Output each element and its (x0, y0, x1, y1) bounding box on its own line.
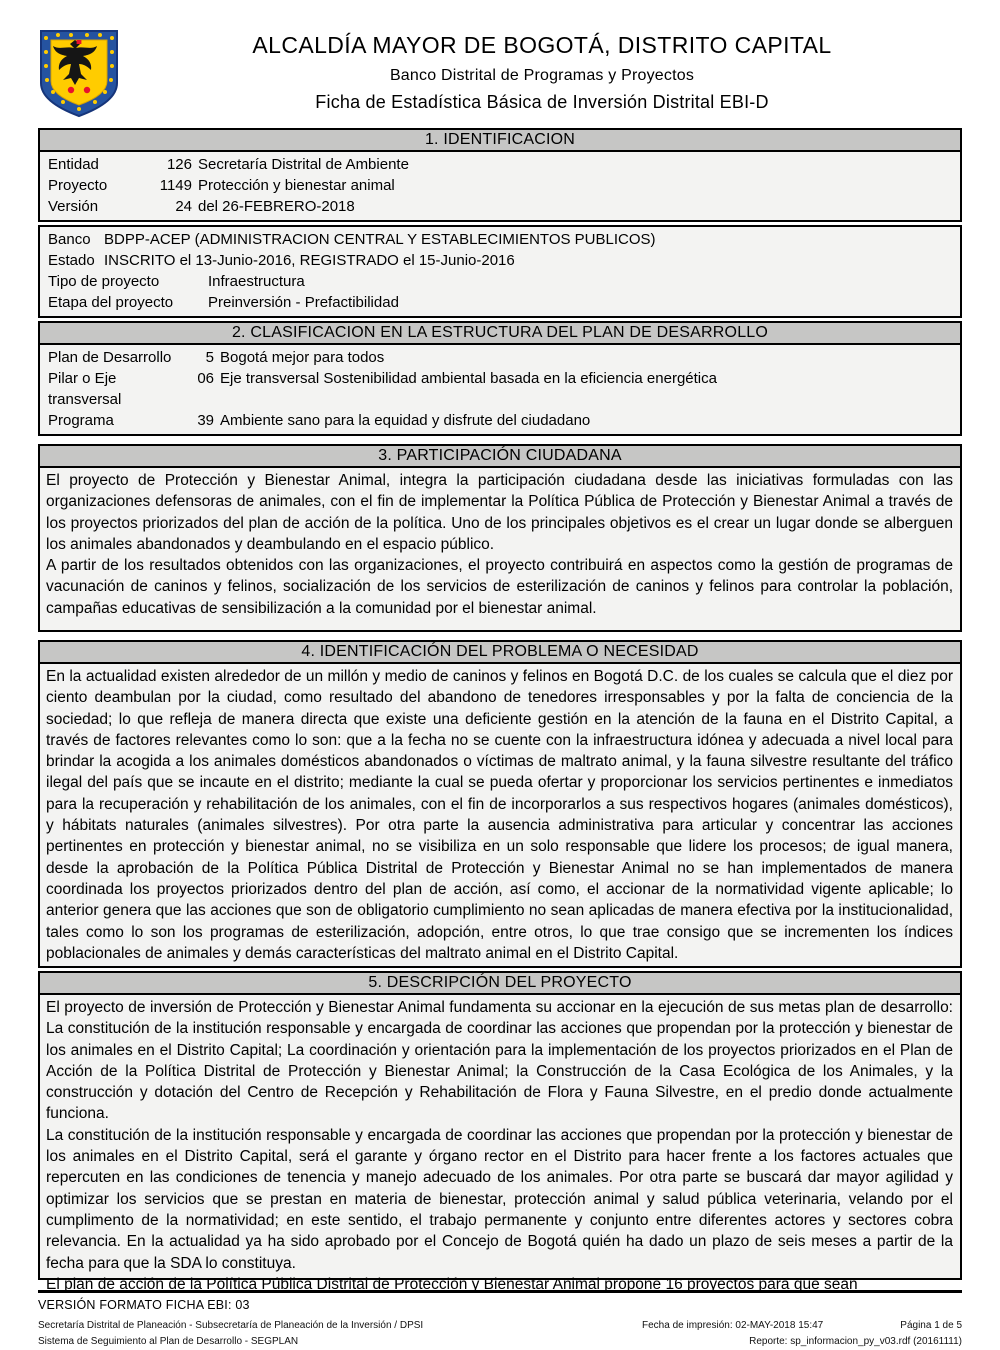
footer-small-print (38, 1318, 962, 1350)
document-titles (122, 28, 962, 113)
section-clasificacion (38, 321, 962, 436)
footer-page-number: Página 1 de 5 (900, 1320, 962, 1331)
plan-desarrollo-code: 5 (205, 349, 214, 366)
descripcion-paragraph-2: La constitución de la institución responsable y encargada de coordinar las acciones que propendan por la protección y bienestar de los animales en el Distrito Capital, será el garante y órgano rector en el Distrito para hacer frente a los factores actuales que repercuten en las condiciones de tenencia y manejo adecuado de los animales. Por otra parte se buscará dar mayor agilidad y optimizar los servicios que se prestan en materia de bienestar, protección animal y salud pública veterinaria, velando por el cumplimento de la normatividad; en este sentido, el trabajo permanente y conjunto entre diferentes actores y sectores cobra relevancia. En la actualidad ya ha sido aprobado por el Concejo de Bogotá quién ha dado un plazo de seis meses a partir de la fecha para que la SDA lo constituya. (46, 1126, 953, 1272)
field-entidad (40, 154, 960, 175)
document-header (38, 28, 962, 123)
version-label: Versión (48, 198, 99, 215)
tipo-proyecto-value: Infraestructura (208, 273, 305, 290)
footer-row-2 (38, 1334, 962, 1350)
footer-system-line: Sistema de Seguimiento al Plan de Desarrollo - SEGPLAN (38, 1336, 299, 1347)
etapa-proyecto-value: Preinversión - Prefactibilidad (208, 294, 399, 311)
section-identificacion (38, 128, 962, 222)
participacion-text (40, 468, 960, 630)
entidad-value: Secretaría Distrital de Ambiente (198, 156, 409, 173)
section-descripcion-title: 5. DESCRIPCIÓN DEL PROYECTO (40, 973, 960, 995)
footer-entity-line: Secretaría Distrital de Planeación - Subsecretaría de Planeación de la Inversión / DPSI (38, 1320, 424, 1331)
plan-desarrollo-label: Plan de Desarrollo (48, 349, 172, 366)
field-etapa-proyecto (40, 292, 960, 313)
pilar-eje-value: Eje transversal Sostenibilidad ambiental basada en la eficiencia energética (220, 370, 717, 387)
estado-label: Estado (48, 252, 95, 269)
banco-value: BDPP-ACEP (ADMINISTRACION CENTRAL Y ESTABLECIMIENTOS PUBLICOS) (104, 231, 656, 248)
clasificacion-rows (40, 345, 960, 434)
field-programa (40, 410, 960, 431)
section-identificacion-title: 1. IDENTIFICACION (40, 130, 960, 152)
section-participacion-title: 3. PARTICIPACIÓN CIUDADANA (40, 446, 960, 468)
banco-estado-rows (40, 227, 960, 316)
document-subtitle-ficha: Ficha de Estadística Básica de Inversión Distrital EBI-D (315, 92, 769, 112)
section-problema-title: 4. IDENTIFICACIÓN DEL PROBLEMA O NECESIDAD (40, 642, 960, 664)
bogota-coat-of-arms-icon (38, 28, 122, 123)
programa-code: 39 (197, 412, 214, 429)
proyecto-code: 1149 (159, 177, 192, 194)
pilar-eje-label: Pilar o Eje transversal (48, 370, 122, 408)
problema-text (40, 664, 960, 966)
field-tipo-proyecto (40, 271, 960, 292)
footer-report-name: Reporte: sp_informacion_py_v03.rdf (20161111) (749, 1336, 962, 1347)
etapa-proyecto-label: Etapa del proyecto (48, 294, 174, 311)
footer-print-date: Fecha de impresión: 02-MAY-2018 15:47 (642, 1320, 824, 1331)
descripcion-paragraph-1: El proyecto de inversión de Protección y Bienestar Animal fundamenta su accionar en la ejecución de sus metas plan de desarrollo: La constitución de la institución responsable y encargada de coordinar las acciones que propendan por la protección y bienestar de los animales en el Distrito Capital; La coordinación y orientación para la implementación de los proyectos priorizados en el Plan de Acción de la Política Distrital de Protección y Bienestar Animal; la Construcción de la Casa Ecológica de los Animales, y la construcción y dotación del Centro de Recepción y Rehabilitación de Flora y Fauna Silvestre, en el predio donde actualmente funciona. (46, 999, 953, 1123)
section-participacion (38, 444, 962, 632)
document-subtitle-banco: Banco Distrital de Programas y Proyectos (389, 67, 695, 84)
tipo-proyecto-label: Tipo de proyecto (48, 273, 160, 290)
section-banco-estado (38, 225, 962, 318)
identificacion-rows (40, 152, 960, 220)
proyecto-value: Protección y bienestar animal (198, 177, 395, 194)
field-banco (40, 229, 960, 250)
pilar-eje-code: 06 (197, 370, 214, 387)
proyecto-label: Proyecto (48, 177, 108, 194)
plan-desarrollo-value: Bogotá mejor para todos (220, 349, 385, 366)
participacion-paragraph-1: El proyecto de Protección y Bienestar Animal, integra la participación ciudadana desde las iniciativas formuladas con las organizaciones defensoras de animales, con el fin de implementar la Política Pública de Protección y Bienestar Animal a través de los proyectos priorizados del plan de acción de la política. Uno de los principales objetivos es el crear un lugar donde se alberguen los animales abandonados y deambulando en el espacio público. (46, 472, 953, 553)
field-plan-desarrollo (40, 347, 960, 368)
problema-paragraph-1: En la actualidad existen alrededor de un millón y medio de caninos y felinos en Bogotá D.C. de los cuales se calcula que el diez por ciento deambulan por la ciudad, como resultado del abandono de tenedores irresponsables y por la falta de conciencia de la sociedad; lo que refleja de manera directa que existe una deficiente gestión en la atención de la fauna en el Distrito Capital, a través de factores relevantes como lo son: que a la fecha no se cuente con la infraestructura idónea y adecuada a nivel local para brindar la acogida a los animales domésticos abandonados o víctimas de maltrato animal, y la fauna silvestre resultante del tráfico ilegal del país que se incaute en el distrito; mediante la cual se pueda ofertar y proporcionar los servicios pertinentes e inmediatos para la recuperación y rehabilitación de los animales, con el fin de incorporarlos a sus respectivos hogares (animales domésticos), y hábitats naturales (animales silvestres). Por otra parte la ausencia administrativa para articular y concentrar las acciones pertinentes en protección y bienestar animal, no se visibiliza en un solo responsable que lidere los procesos; de igual manera, desde la aprobación de la Política Pública Distrital de Protección y Bienestar Animal no se han implementados de manera coordinada los proyectos priorizados dentro del plan de acción, así como, el accionar de la normatividad vigente aplicable; lo anterior genera que las acciones que son de obligatorio cumplimiento no sean aplicadas de manera efectiva por la institucionalidad, tales como lo son los programas de esterilización, adopción, entre otros, lo que trae consigo que se incrementen los índices poblacionales de animales y demás características del maltrato animal en el Distrito Capital. (46, 668, 953, 962)
version-code: 24 (175, 198, 192, 215)
document-title: ALCALDÍA MAYOR DE BOGOTÁ, DISTRITO CAPITAL (252, 32, 832, 58)
entidad-code: 126 (166, 156, 192, 173)
section-problema (38, 640, 962, 968)
estado-value: INSCRITO el 13-Junio-2016, REGISTRADO el 15-Junio-2016 (104, 252, 515, 269)
field-proyecto (40, 175, 960, 196)
descripcion-text (40, 995, 960, 1293)
participacion-paragraph-2: A partir de los resultados obtenidos con las organizaciones, el proyecto contribuirá en aspectos como la gestión de programas de vacunación de caninos y felinos, socialización de los servicios de esterilización de caninos y felinos para controlar la población, campañas educativas de sensibilización a la comunidad por el bienestar animal. (46, 557, 953, 617)
footer-format-version: VERSIÓN FORMATO FICHA EBI: 03 (38, 1298, 250, 1312)
version-value: del 26-FEBRERO-2018 (198, 198, 355, 215)
field-estado (40, 250, 960, 271)
programa-value: Ambiente sano para la equidad y disfrute del ciudadano (220, 412, 591, 429)
footer-row-1 (38, 1318, 962, 1334)
field-version (40, 196, 960, 217)
descripcion-paragraph-3: El plan de acción de la Política Pública Distrital de Protección y Bienestar Animal propone 16 proyectos para que sean (46, 1275, 858, 1293)
entidad-label: Entidad (48, 156, 99, 173)
banco-label: Banco (48, 231, 91, 248)
section-descripcion (38, 971, 962, 1293)
programa-label: Programa (48, 412, 114, 429)
field-pilar-eje (40, 368, 960, 410)
ebi-d-document-page (38, 0, 962, 1350)
section-clasificacion-title: 2. CLASIFICACION EN LA ESTRUCTURA DEL PLAN DE DESARROLLO (40, 323, 960, 345)
